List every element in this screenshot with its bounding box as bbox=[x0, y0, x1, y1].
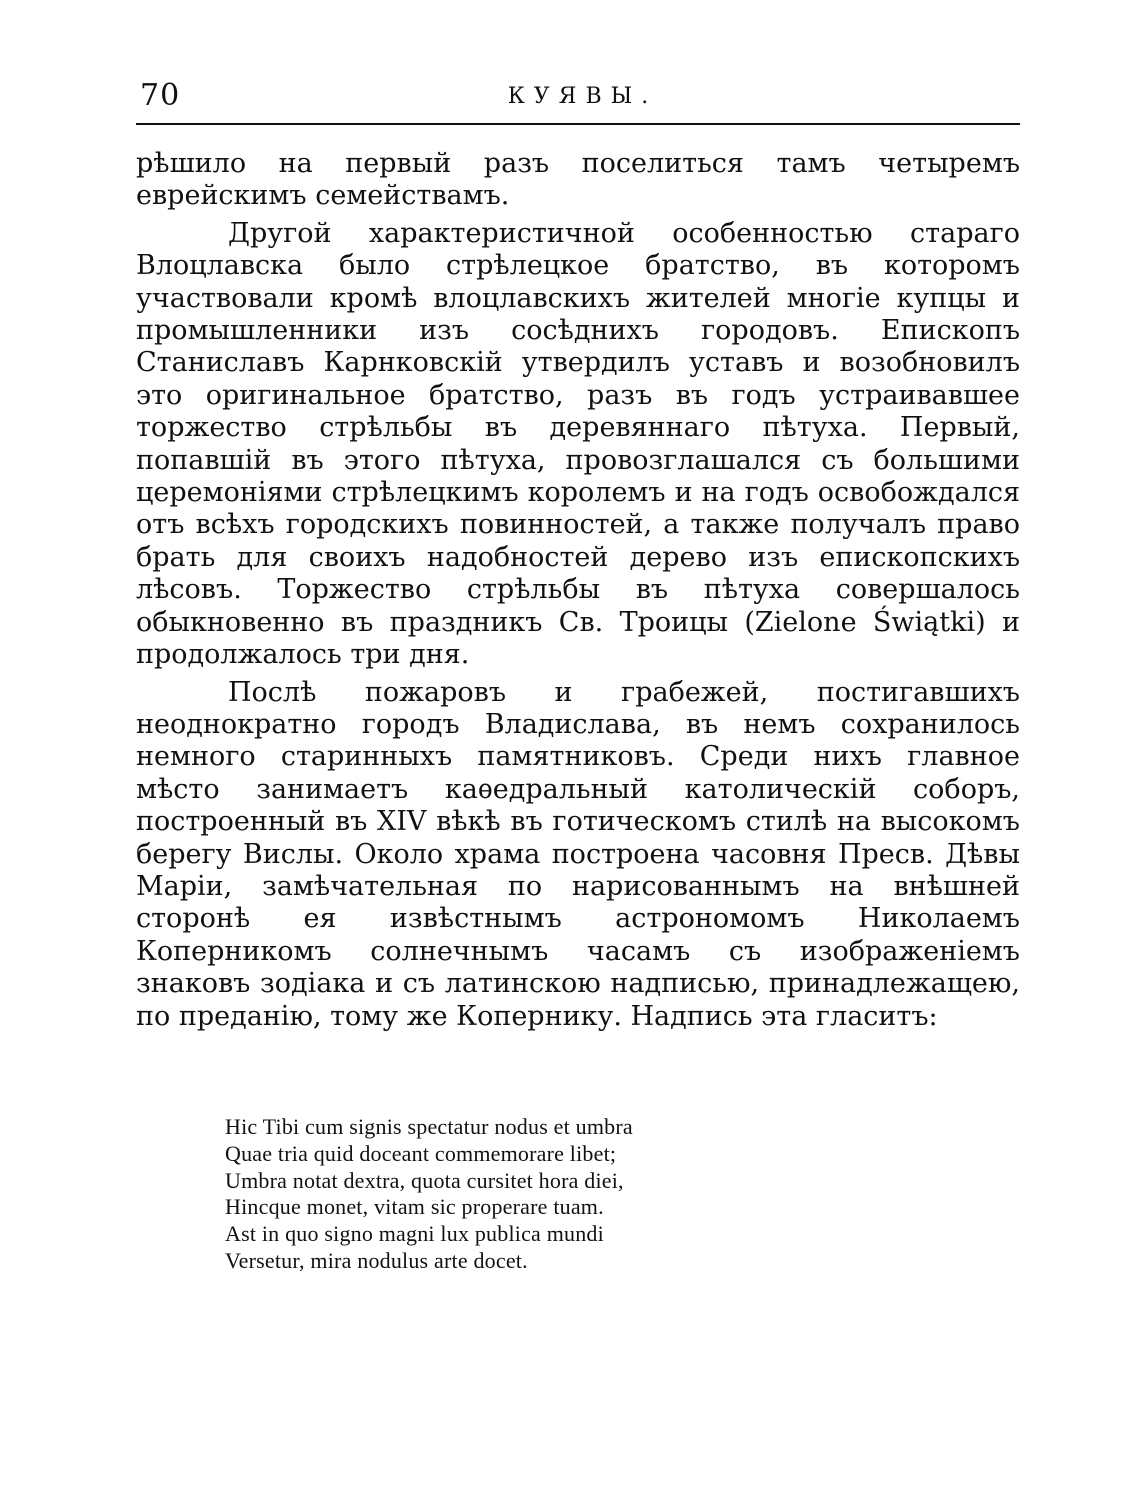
page-number: 70 bbox=[140, 78, 181, 113]
verse-line: Umbra notat dextra, quota cursitet hora diei, bbox=[225, 1167, 624, 1193]
verse-line: Hincque monet, vitam sic properare tuam. bbox=[225, 1194, 604, 1220]
running-header bbox=[140, 78, 1025, 118]
latin-inscription bbox=[225, 1114, 865, 1275]
verse-line: Ast in quo signo magni lux publica mundi bbox=[225, 1221, 604, 1247]
running-title: КУЯВЫ. bbox=[507, 84, 658, 109]
paragraph: Другой характеристичной особенностью стараго Влоцлавска было стрѣлецкое братство, въ которомъ участвовали кромѣ влоцлавскихъ жителей многіе купцы и промышленники изъ сосѣднихъ городовъ. Епископъ Станиславъ Карнковскій утвердилъ уставъ и возобновилъ это оригинальное братство, разъ въ годъ устраивавшее торжество стрѣльбы въ деревяннаго пѣтуха. Первый, попавшій въ этого пѣтуха, провозглашался съ большими церемоніями стрѣлецкимъ королемъ и на годъ освобождался отъ всѣхъ городскихъ повинностей, а также получалъ право брать для своихъ надобностей дерево изъ епископскихъ лѣсовъ. Торжество стрѣльбы въ пѣтуха совершалось обыкновенно въ праздникъ Св. Троицы (Zielone Świątki) и продолжалось три дня. bbox=[136, 217, 1020, 671]
verse-line: Quae tria quid doceant commemorare libet; bbox=[225, 1140, 617, 1166]
verse-line: Versetur, mira nodulus arte docet. bbox=[225, 1247, 528, 1273]
body-text bbox=[136, 148, 1020, 1038]
paragraph-continuation: рѣшило на первый разъ поселиться тамъ четыремъ еврейскимъ семействамъ. bbox=[136, 148, 1020, 212]
paragraph: Послѣ пожаровъ и грабежей, постигавшихъ неоднократно городъ Владислава, въ немъ сохранилось немного старинныхъ памятниковъ. Среди нихъ главное мѣсто занимаетъ каѳедральный католическій соборъ, построенный въ XIV вѣкѣ въ готическомъ стилѣ на высокомъ берегу Вислы. Около храма построена часовня Пресв. Дѣвы Маріи, замѣчательная по нарисованнымъ на внѣшней сторонѣ ея извѣстнымъ астрономомъ Николаемъ Коперникомъ солнечнымъ часамъ съ изображеніемъ знаковъ зодіака и съ латинскою надписью, принадлежащею, по преданію, тому же Копернику. Надпись эта гласитъ: bbox=[136, 676, 1020, 1032]
verse-line: Hic Tibi cum signis spectatur nodus et umbra bbox=[225, 1114, 633, 1139]
header-rule bbox=[136, 123, 1020, 125]
